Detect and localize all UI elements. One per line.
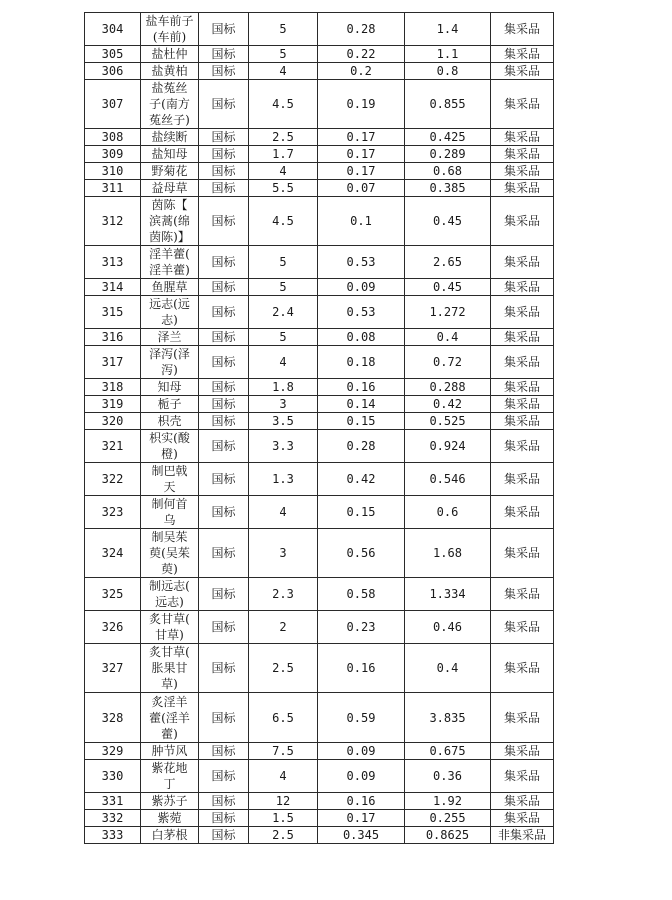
- table-row: [85, 197, 554, 246]
- cell-amount: 0.8: [405, 63, 491, 80]
- cell-herb-name: 知母: [141, 379, 199, 396]
- cell-quantity: 3: [249, 529, 318, 578]
- cell-herb-name: 鱼腥草: [141, 279, 199, 296]
- cell-quantity: 1.8: [249, 379, 318, 396]
- cell-amount: 0.42: [405, 396, 491, 413]
- cell-standard: 国标: [199, 279, 249, 296]
- cell-category: 集采品: [491, 463, 554, 496]
- table-row: [85, 644, 554, 693]
- cell-category: 非集采品: [491, 827, 554, 844]
- cell-number: 329: [85, 743, 141, 760]
- cell-herb-name: 泽兰: [141, 329, 199, 346]
- table-row: [85, 413, 554, 430]
- cell-standard: 国标: [199, 80, 249, 129]
- cell-herb-name: 肿节风: [141, 743, 199, 760]
- table-row: [85, 329, 554, 346]
- cell-unit-price: 0.16: [318, 793, 405, 810]
- cell-standard: 国标: [199, 760, 249, 793]
- table-row: [85, 13, 554, 46]
- cell-number: 309: [85, 146, 141, 163]
- cell-amount: 0.46: [405, 611, 491, 644]
- cell-unit-price: 0.53: [318, 246, 405, 279]
- cell-number: 328: [85, 693, 141, 743]
- cell-quantity: 5: [249, 279, 318, 296]
- cell-herb-name: 盐车前子 (车前): [141, 13, 199, 46]
- table-row: [85, 80, 554, 129]
- cell-quantity: 1.5: [249, 810, 318, 827]
- cell-amount: 0.675: [405, 743, 491, 760]
- cell-category: 集采品: [491, 611, 554, 644]
- cell-herb-name: 炙淫羊 藿(淫羊 藿): [141, 693, 199, 743]
- cell-category: 集采品: [491, 180, 554, 197]
- cell-category: 集采品: [491, 793, 554, 810]
- cell-unit-price: 0.16: [318, 379, 405, 396]
- cell-standard: 国标: [199, 463, 249, 496]
- table-row: [85, 346, 554, 379]
- cell-number: 307: [85, 80, 141, 129]
- cell-number: 312: [85, 197, 141, 246]
- cell-unit-price: 0.59: [318, 693, 405, 743]
- cell-number: 320: [85, 413, 141, 430]
- cell-amount: 0.289: [405, 146, 491, 163]
- table-row: [85, 496, 554, 529]
- table-row: [85, 827, 554, 844]
- table-row: [85, 463, 554, 496]
- cell-unit-price: 0.345: [318, 827, 405, 844]
- cell-amount: 0.385: [405, 180, 491, 197]
- cell-number: 322: [85, 463, 141, 496]
- cell-amount: 0.4: [405, 329, 491, 346]
- cell-category: 集采品: [491, 496, 554, 529]
- cell-quantity: 4: [249, 496, 318, 529]
- cell-category: 集采品: [491, 46, 554, 63]
- cell-standard: 国标: [199, 296, 249, 329]
- cell-category: 集采品: [491, 80, 554, 129]
- cell-standard: 国标: [199, 611, 249, 644]
- cell-herb-name: 远志(远 志): [141, 296, 199, 329]
- cell-unit-price: 0.08: [318, 329, 405, 346]
- cell-standard: 国标: [199, 146, 249, 163]
- cell-category: 集采品: [491, 296, 554, 329]
- cell-amount: 1.334: [405, 578, 491, 611]
- cell-number: 331: [85, 793, 141, 810]
- cell-category: 集采品: [491, 329, 554, 346]
- cell-number: 330: [85, 760, 141, 793]
- cell-number: 324: [85, 529, 141, 578]
- cell-quantity: 4.5: [249, 80, 318, 129]
- cell-standard: 国标: [199, 793, 249, 810]
- cell-amount: 1.92: [405, 793, 491, 810]
- cell-category: 集采品: [491, 413, 554, 430]
- cell-unit-price: 0.09: [318, 279, 405, 296]
- table-row: [85, 180, 554, 197]
- cell-category: 集采品: [491, 644, 554, 693]
- cell-amount: 3.835: [405, 693, 491, 743]
- cell-amount: 0.45: [405, 279, 491, 296]
- cell-unit-price: 0.17: [318, 810, 405, 827]
- cell-number: 323: [85, 496, 141, 529]
- cell-category: 集采品: [491, 129, 554, 146]
- cell-standard: 国标: [199, 496, 249, 529]
- cell-amount: 0.8625: [405, 827, 491, 844]
- cell-number: 316: [85, 329, 141, 346]
- cell-unit-price: 0.56: [318, 529, 405, 578]
- cell-amount: 0.36: [405, 760, 491, 793]
- cell-category: 集采品: [491, 430, 554, 463]
- cell-standard: 国标: [199, 163, 249, 180]
- cell-number: 315: [85, 296, 141, 329]
- cell-unit-price: 0.17: [318, 163, 405, 180]
- cell-standard: 国标: [199, 379, 249, 396]
- cell-category: 集采品: [491, 760, 554, 793]
- cell-category: 集采品: [491, 529, 554, 578]
- cell-unit-price: 0.14: [318, 396, 405, 413]
- cell-standard: 国标: [199, 46, 249, 63]
- cell-herb-name: 枳实(酸 橙): [141, 430, 199, 463]
- cell-amount: 0.525: [405, 413, 491, 430]
- cell-unit-price: 0.28: [318, 13, 405, 46]
- cell-herb-name: 泽泻(泽 泻): [141, 346, 199, 379]
- cell-unit-price: 0.16: [318, 644, 405, 693]
- cell-quantity: 4: [249, 346, 318, 379]
- cell-amount: 1.68: [405, 529, 491, 578]
- cell-quantity: 7.5: [249, 743, 318, 760]
- cell-category: 集采品: [491, 13, 554, 46]
- table-row: [85, 529, 554, 578]
- cell-herb-name: 紫菀: [141, 810, 199, 827]
- cell-category: 集采品: [491, 810, 554, 827]
- cell-quantity: 4: [249, 63, 318, 80]
- cell-herb-name: 紫苏子: [141, 793, 199, 810]
- cell-quantity: 6.5: [249, 693, 318, 743]
- cell-category: 集采品: [491, 197, 554, 246]
- herb-price-table: [84, 12, 554, 844]
- cell-amount: 0.72: [405, 346, 491, 379]
- cell-unit-price: 0.19: [318, 80, 405, 129]
- cell-standard: 国标: [199, 396, 249, 413]
- cell-herb-name: 制巴戟 天: [141, 463, 199, 496]
- cell-unit-price: 0.07: [318, 180, 405, 197]
- cell-unit-price: 0.15: [318, 413, 405, 430]
- table-row: [85, 146, 554, 163]
- cell-number: 332: [85, 810, 141, 827]
- cell-number: 310: [85, 163, 141, 180]
- table-row: [85, 396, 554, 413]
- table-row: [85, 693, 554, 743]
- cell-number: 305: [85, 46, 141, 63]
- cell-standard: 国标: [199, 180, 249, 197]
- cell-unit-price: 0.42: [318, 463, 405, 496]
- cell-quantity: 3: [249, 396, 318, 413]
- cell-quantity: 3.3: [249, 430, 318, 463]
- cell-standard: 国标: [199, 644, 249, 693]
- cell-quantity: 2.4: [249, 296, 318, 329]
- cell-number: 318: [85, 379, 141, 396]
- cell-amount: 0.45: [405, 197, 491, 246]
- cell-herb-name: 盐续断: [141, 129, 199, 146]
- cell-amount: 0.855: [405, 80, 491, 129]
- table-row: [85, 379, 554, 396]
- cell-quantity: 12: [249, 793, 318, 810]
- cell-quantity: 2.5: [249, 644, 318, 693]
- cell-number: 314: [85, 279, 141, 296]
- cell-category: 集采品: [491, 63, 554, 80]
- cell-amount: 0.255: [405, 810, 491, 827]
- table-row: [85, 296, 554, 329]
- cell-number: 326: [85, 611, 141, 644]
- cell-herb-name: 紫花地 丁: [141, 760, 199, 793]
- cell-category: 集采品: [491, 693, 554, 743]
- cell-herb-name: 炙甘草( 胀果甘 草): [141, 644, 199, 693]
- cell-quantity: 4: [249, 163, 318, 180]
- cell-herb-name: 枳壳: [141, 413, 199, 430]
- cell-unit-price: 0.15: [318, 496, 405, 529]
- cell-amount: 0.546: [405, 463, 491, 496]
- cell-number: 319: [85, 396, 141, 413]
- cell-herb-name: 制何首 乌: [141, 496, 199, 529]
- cell-unit-price: 0.1: [318, 197, 405, 246]
- cell-standard: 国标: [199, 827, 249, 844]
- cell-category: 集采品: [491, 743, 554, 760]
- cell-herb-name: 淫羊藿( 淫羊藿): [141, 246, 199, 279]
- cell-herb-name: 白茅根: [141, 827, 199, 844]
- cell-category: 集采品: [491, 396, 554, 413]
- table-row: [85, 63, 554, 80]
- cell-amount: 1.1: [405, 46, 491, 63]
- cell-category: 集采品: [491, 578, 554, 611]
- cell-number: 308: [85, 129, 141, 146]
- table-row: [85, 129, 554, 146]
- cell-herb-name: 盐黄柏: [141, 63, 199, 80]
- table-row: [85, 743, 554, 760]
- cell-category: 集采品: [491, 163, 554, 180]
- cell-amount: 0.68: [405, 163, 491, 180]
- cell-amount: 0.425: [405, 129, 491, 146]
- cell-unit-price: 0.17: [318, 129, 405, 146]
- cell-category: 集采品: [491, 379, 554, 396]
- cell-number: 317: [85, 346, 141, 379]
- cell-unit-price: 0.09: [318, 760, 405, 793]
- cell-herb-name: 盐菟丝 子(南方 菟丝子): [141, 80, 199, 129]
- cell-herb-name: 炙甘草( 甘草): [141, 611, 199, 644]
- cell-amount: 0.6: [405, 496, 491, 529]
- cell-quantity: 5: [249, 13, 318, 46]
- cell-number: 333: [85, 827, 141, 844]
- cell-unit-price: 0.28: [318, 430, 405, 463]
- cell-quantity: 5.5: [249, 180, 318, 197]
- cell-herb-name: 栀子: [141, 396, 199, 413]
- table-body: [85, 13, 554, 844]
- cell-herb-name: 益母草: [141, 180, 199, 197]
- cell-standard: 国标: [199, 246, 249, 279]
- cell-quantity: 2.5: [249, 129, 318, 146]
- cell-number: 311: [85, 180, 141, 197]
- table-row: [85, 578, 554, 611]
- cell-quantity: 4: [249, 760, 318, 793]
- cell-unit-price: 0.22: [318, 46, 405, 63]
- cell-quantity: 5: [249, 329, 318, 346]
- cell-amount: 1.272: [405, 296, 491, 329]
- cell-quantity: 2: [249, 611, 318, 644]
- cell-category: 集采品: [491, 246, 554, 279]
- cell-standard: 国标: [199, 578, 249, 611]
- cell-herb-name: 盐杜仲: [141, 46, 199, 63]
- cell-amount: 2.65: [405, 246, 491, 279]
- cell-quantity: 1.3: [249, 463, 318, 496]
- table-row: [85, 430, 554, 463]
- cell-standard: 国标: [199, 743, 249, 760]
- cell-number: 306: [85, 63, 141, 80]
- cell-standard: 国标: [199, 329, 249, 346]
- table-row: [85, 810, 554, 827]
- cell-quantity: 5: [249, 246, 318, 279]
- cell-standard: 国标: [199, 346, 249, 379]
- cell-quantity: 3.5: [249, 413, 318, 430]
- cell-amount: 0.4: [405, 644, 491, 693]
- cell-quantity: 4.5: [249, 197, 318, 246]
- cell-quantity: 1.7: [249, 146, 318, 163]
- table-row: [85, 793, 554, 810]
- cell-unit-price: 0.18: [318, 346, 405, 379]
- cell-standard: 国标: [199, 129, 249, 146]
- table-row: [85, 279, 554, 296]
- table-row: [85, 46, 554, 63]
- cell-unit-price: 0.58: [318, 578, 405, 611]
- cell-unit-price: 0.2: [318, 63, 405, 80]
- cell-number: 304: [85, 13, 141, 46]
- cell-number: 327: [85, 644, 141, 693]
- cell-quantity: 2.5: [249, 827, 318, 844]
- cell-quantity: 2.3: [249, 578, 318, 611]
- cell-number: 325: [85, 578, 141, 611]
- table-row: [85, 246, 554, 279]
- cell-unit-price: 0.09: [318, 743, 405, 760]
- cell-standard: 国标: [199, 413, 249, 430]
- cell-standard: 国标: [199, 693, 249, 743]
- cell-unit-price: 0.53: [318, 296, 405, 329]
- cell-standard: 国标: [199, 810, 249, 827]
- cell-number: 321: [85, 430, 141, 463]
- cell-herb-name: 盐知母: [141, 146, 199, 163]
- cell-amount: 1.4: [405, 13, 491, 46]
- cell-standard: 国标: [199, 63, 249, 80]
- cell-standard: 国标: [199, 13, 249, 46]
- cell-herb-name: 野菊花: [141, 163, 199, 180]
- cell-standard: 国标: [199, 197, 249, 246]
- cell-category: 集采品: [491, 146, 554, 163]
- cell-herb-name: 茵陈【 滨蒿(绵 茵陈)】: [141, 197, 199, 246]
- cell-number: 313: [85, 246, 141, 279]
- cell-amount: 0.288: [405, 379, 491, 396]
- cell-herb-name: 制远志( 远志): [141, 578, 199, 611]
- cell-standard: 国标: [199, 529, 249, 578]
- cell-unit-price: 0.17: [318, 146, 405, 163]
- cell-quantity: 5: [249, 46, 318, 63]
- cell-herb-name: 制吴茱 萸(吴茱 萸): [141, 529, 199, 578]
- cell-category: 集采品: [491, 346, 554, 379]
- cell-category: 集采品: [491, 279, 554, 296]
- cell-standard: 国标: [199, 430, 249, 463]
- cell-amount: 0.924: [405, 430, 491, 463]
- cell-unit-price: 0.23: [318, 611, 405, 644]
- table-row: [85, 760, 554, 793]
- table-row: [85, 611, 554, 644]
- table-row: [85, 163, 554, 180]
